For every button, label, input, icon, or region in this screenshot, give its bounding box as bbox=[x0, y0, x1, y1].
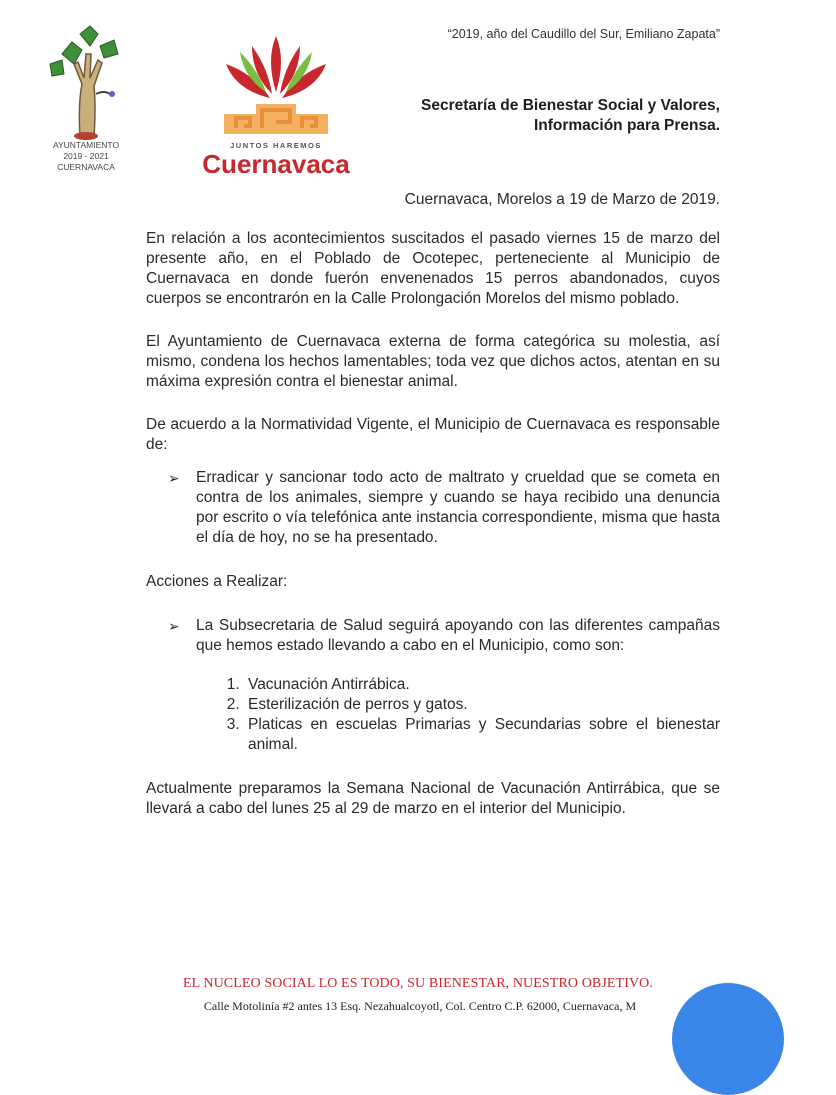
bullet-text: La Subsecretaria de Salud seguirá apoyando con las diferentes campañas que hemos estado llevando a cabo en el Municipio, como son: bbox=[196, 617, 720, 654]
body-paragraph: El Ayuntamiento de Cuernavaca externa de forma categórica su molestia, así mismo, condena los hechos lamentables; toda vez que dichos actos, atentan en su máxima expresión contra el bienestar animal. bbox=[146, 333, 720, 390]
department-line: Información para Prensa. bbox=[533, 117, 720, 134]
body-paragraph: De acuerdo a la Normatividad Vigente, el Municipio de Cuernavaca es responsable de: bbox=[146, 416, 720, 453]
ayuntamiento-caption bbox=[36, 140, 136, 173]
ayuntamiento-line: CUERNAVACA bbox=[57, 162, 115, 172]
bullet-item bbox=[146, 468, 720, 548]
body-paragraph: En relación a los acontecimientos suscitados el pasado viernes 15 de marzo del presente año, en el Poblado de Ocotepec, perteneciente al Municipio de Cuernavaca en donde fuerón envenenados 15 perros abandonados, cuyos cuerpos se encontrarón en la Calle Prolongación Morelos del mismo poblado. bbox=[146, 230, 720, 307]
footer-slogan: EL NUCLEO SOCIAL LO ES TODO, SU BIENESTAR, NUESTRO OBJETIVO. bbox=[183, 976, 653, 991]
year-motto: “2019, año del Caudillo del Sur, Emiliano Zapata” bbox=[447, 27, 720, 41]
ayuntamiento-line: 2019 - 2021 bbox=[63, 151, 109, 161]
arrow-bullet-icon: ➢ bbox=[168, 618, 180, 634]
greca-pattern-icon bbox=[224, 104, 328, 134]
document-body bbox=[146, 229, 720, 819]
agave-flower-icon bbox=[226, 36, 326, 98]
logo-wordmark: Cuernavaca bbox=[202, 149, 350, 179]
floating-blue-circle[interactable] bbox=[672, 983, 784, 1095]
numbered-list bbox=[146, 675, 720, 755]
arrow-bullet-icon: ➢ bbox=[168, 470, 180, 486]
actions-heading: Acciones a Realizar: bbox=[146, 573, 288, 590]
ayuntamiento-line: AYUNTAMIENTO bbox=[52, 140, 120, 150]
ayuntamiento-tree-glyph-icon bbox=[44, 24, 128, 142]
list-item: 3. Platicas en escuelas Primarias y Secundarias sobre el bienestar animal. bbox=[244, 715, 720, 755]
closing-paragraph: Actualmente preparamos la Semana Nacional de Vacunación Antirrábica, que se llevará a cabo del lunes 25 al 29 de marzo en el interior del Municipio. bbox=[146, 780, 720, 817]
logo-tagline: JUNTOS HAREMOS bbox=[230, 141, 322, 150]
date-line: Cuernavaca, Morelos a 19 de Marzo de 2019. bbox=[404, 191, 720, 208]
bullet-item bbox=[146, 616, 720, 656]
list-item: 2. Esterilización de perros y gatos. bbox=[244, 695, 720, 715]
footer-address: Calle Motolinía #2 antes 13 Esq. Nezahualcoyotl, Col. Centro C.P. 62000, Cuernavaca, M bbox=[203, 999, 637, 1013]
list-item: 1. Vacunación Antirrábica. bbox=[244, 675, 720, 695]
bullet-text: Erradicar y sancionar todo acto de maltrato y crueldad que se cometa en contra de los animales, siempre y cuando se haya recibido una denuncia por escrito o vía telefónica ante instancia correspondiente, misma que hasta el día de hoy, no se ha presentado. bbox=[196, 469, 720, 546]
department-line: Secretaría de Bienestar Social y Valores, bbox=[421, 97, 720, 114]
department-heading bbox=[330, 96, 720, 136]
